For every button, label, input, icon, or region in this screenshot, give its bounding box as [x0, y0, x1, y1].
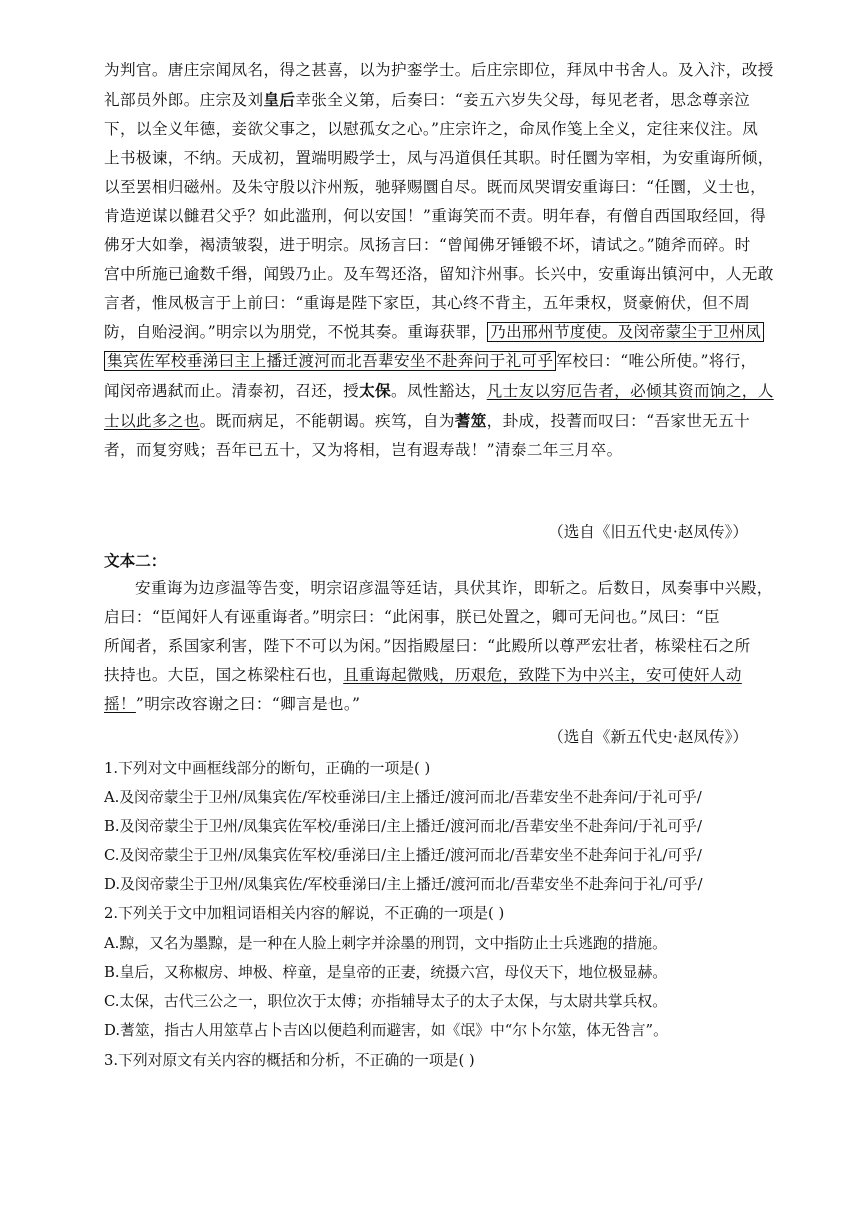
underlined-sentence-part2: 摇！	[104, 695, 136, 713]
question-1-stem: 1.下列对文中画框线部分的断句，正确的一项是( )	[104, 760, 431, 777]
underlined-sentence-part1: 凡士友以穷厄告者，必倾其资而饷之，人	[486, 382, 774, 400]
text-line	[104, 406, 756, 436]
text-fragment: 扶持也。大臣，国之栋梁柱石也，	[104, 666, 344, 684]
boxed-passage-part2: 集宾佐军校垂涕曰主上播迁渡河而北吾辈安坐不赴奔问于礼可乎	[104, 351, 556, 371]
text-fragment: ，卦成，投蓍而叹曰：“吾家世无五十	[486, 412, 751, 430]
text2-paragraph	[104, 574, 773, 719]
underlined-sentence-part2: 士以此多之也	[104, 412, 200, 430]
question-1-option-b: B.及闵帝蒙尘于卫州/凤集宾佐军校/垂涕曰/主上播迁/渡河而北/吾辈安坐不赴奔问/于礼可乎/	[104, 818, 702, 835]
text-fragment: 军校曰：“唯公所使。”将行，	[556, 352, 757, 370]
text-fragment: 防，自贻浸润。”明宗以为朋党，不悦其奏。重诲获罪，	[104, 323, 488, 341]
text-fragment: 闻闵帝遇弑而止。清泰初，召还，授	[104, 382, 360, 400]
source-citation-2: （选自《新五代史·赵凤传》）	[548, 728, 748, 746]
question-1-option-a: A.及闵帝蒙尘于卫州/凤集宾佐/军校垂涕曰/主上播迁/渡河而北/吾辈安坐不赴奔问/于礼可乎/	[104, 789, 702, 806]
text-line: 宫中所施已逾数千缗，闻毁乃止。及车驾还洛，留知汴州事。长兴中，安重诲出镇河中，人无敢	[104, 265, 774, 283]
question-2-option-c: C.太保，古代三公之一，职位次于太傅；亦指辅导太子的太子太保，与太尉共掌兵权。	[104, 993, 667, 1010]
text-line: 以至罢相归磁州。及朱守殷以汴州叛，驰驿赐圜自尽。既而凤哭谓安重诲曰：“任圜，义士也，	[104, 178, 767, 196]
text-line	[104, 347, 756, 376]
text-fragment: 。凤性豁达，	[391, 382, 487, 400]
text-line: 下，以全义年德，妾欲父事之，以慰孤女之心。”庄宗许之，命凤作笺上全义，定往来仪注。凤	[104, 120, 759, 138]
text-line: 启曰：“臣闻奸人有诬重诲者。”明宗曰：“此闲事，朕已处置之，卿可无问也。”凤曰：“臣	[104, 608, 720, 626]
question-1-option-c: C.及闵帝蒙尘于卫州/凤集宾佐军校/垂涕曰/主上播迁/渡河而北/吾辈安坐不赴奔问于礼/可乎/	[104, 847, 702, 864]
text-line	[104, 690, 756, 719]
text-fragment: 。既而病足，不能朝谒。疾笃，自为	[199, 412, 455, 430]
question-2-option-a: A.黥，又名为墨黥，是一种在人脸上刺字并涂墨的刑罚，文中指防止士兵逃跑的措施。	[104, 935, 667, 952]
question-1-option-d: D.及闵帝蒙尘于卫州/凤集宾佐/军校垂涕曰/主上播迁/渡河而北/吾辈安坐不赴奔问于礼/可乎/	[104, 876, 703, 893]
text-fragment: ”明宗改容谢之曰：“卿言是也。”	[135, 695, 361, 713]
text-line: 佛牙大如拳，褐渍皱裂，进于明宗。凤扬言曰：“曾闻佛牙锤锻不坏，请试之。”随斧而碎。时	[104, 236, 751, 254]
text-line: 为判官。唐庄宗闻凤名，得之甚喜，以为护銮学士。后庄宗即位，拜凤中书舍人。及入汴，改授	[104, 61, 774, 79]
bold-term-shishi: 蓍筮	[454, 411, 487, 430]
bold-term-taibao: 太保	[359, 381, 391, 400]
text2-heading: 文本二：	[104, 551, 167, 570]
text1-paragraph	[104, 56, 774, 465]
text-line: 者，而复穷贱；吾年已五十，又为将相，岂有遐寿哉！”清泰二年三月卒。	[104, 441, 623, 459]
text-line	[104, 376, 774, 406]
text-line	[104, 318, 762, 347]
text-fragment: 礼部员外郎。庄宗及刘	[104, 91, 264, 109]
question-3-stem: 3.下列对原文有关内容的概括和分析，不正确的一项是( )	[104, 1052, 475, 1069]
text-line: 所闻者，系国家利害，陛下不可以为闲。”因指殿屋曰：“此殿所以尊严宏壮者，栋梁柱石之所	[104, 637, 751, 655]
text-fragment: 幸张全义第，后奏曰：“妾五六岁失父母，每见老者，思念尊亲泣	[295, 91, 751, 109]
text-line	[104, 85, 756, 115]
text-line	[104, 661, 756, 690]
text-line: 上书极谏，不纳。天成初，置端明殿学士，凤与冯道俱任其职。时任圜为宰相，为安重诲所倾，	[104, 149, 774, 167]
question-2-option-d: D.蓍筮，指古人用筮草占卜吉凶以便趋利而避害，如《氓》中“尔卜尔筮，体无咎言”。	[104, 1022, 668, 1039]
text-line: 肯造逆谋以雠君父乎？如此滥刑，何以安国！”重诲笑而不责。明年春，有僧自西国取经回，得	[104, 207, 767, 225]
text-line: 安重诲为边彦温等告变，明宗诏彦温等廷诘，具伏其诈，即斩之。后数日，凤奏事中兴殿，	[135, 579, 773, 597]
bold-term-huanghou: 皇后	[263, 90, 296, 109]
source-citation-1: （选自《旧五代史·赵凤传》）	[548, 523, 748, 541]
underlined-sentence-part1: 且重诲起微贱，历艰危，致陛下为中兴主，安可使奸人动	[343, 666, 742, 684]
question-2-stem: 2.下列关于文中加粗词语相关内容的解说，不正确的一项是( )	[104, 905, 505, 922]
text-line: 言者，惟凤极言于上前曰：“重诲是陛下家臣，其心终不背主，五年秉权，贤豪俯伏，但不周	[104, 294, 751, 312]
boxed-passage-part1: 乃出邢州节度使。及闵帝蒙尘于卫州凤	[487, 322, 764, 342]
question-2-option-b: B.皇后，又称椒房、坤极、梓童，是皇帝的正妻，统摄六宫，母仪天下，地位极显赫。	[104, 964, 668, 981]
